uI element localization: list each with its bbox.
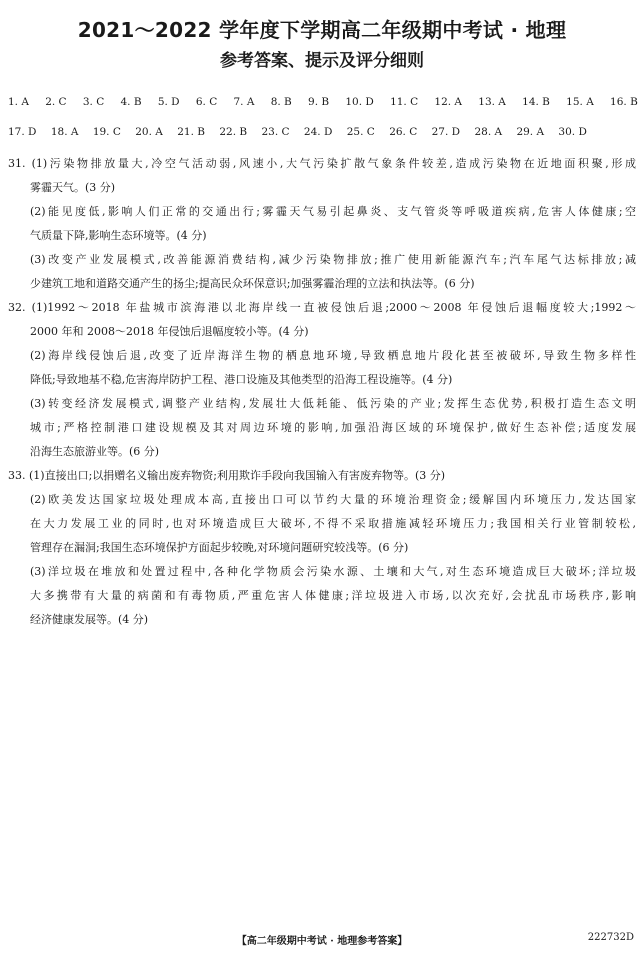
answer-line: 雾霾天气。(3 分) [30, 181, 116, 194]
choice-answer: 23. C [261, 126, 290, 138]
answer-line: 沿海生态旅游业等。(6 分) [30, 445, 160, 458]
answer-line: (3)转变经济发展模式,调整产业结构,发展壮大低耗能、低污染的产业;发挥生态优势,积极打造生态文明 [30, 397, 636, 410]
footer-code: 222732D [587, 932, 634, 943]
answer-line: 降低;导致地基不稳,危害海岸防护工程、港口设施及其他类型的沿海工程设施等。(4 分) [30, 373, 453, 386]
choice-answer: 9. B [308, 96, 330, 108]
choice-answer: 22. B [219, 126, 248, 138]
choice-answer: 3. C [82, 96, 105, 108]
answer-part [8, 488, 636, 560]
choice-answer: 24. D [303, 126, 333, 138]
answer-line: 在大力发展工业的同时,也对环境造成巨大破坏,不得不采取措施减轻环境压力;我国相关行业管制较松, [30, 517, 636, 530]
answer-line: 气质量下降,影响生态环境等。(4 分) [30, 229, 207, 242]
choice-answer: 17. D [8, 126, 37, 138]
answer-line: (2)能见度低,影响人们正常的交通出行;雾霾天气易引起鼻炎、支气管炎等呼吸道疾病,危害人体健康;空 [30, 205, 636, 218]
choice-answer: 20. A [135, 126, 163, 138]
choice-answer: 1. A [8, 96, 29, 108]
choice-answer: 25. C [346, 126, 375, 138]
choice-answer: 11. C [390, 96, 419, 108]
choice-answer: 21. B [177, 126, 205, 138]
page-footer [0, 932, 644, 948]
answer-line: 2000 年和 2008～2018 年侵蚀后退幅度较小等。(4 分) [30, 325, 309, 338]
essay-answers [8, 152, 636, 632]
choice-answer: 30. D [558, 126, 587, 138]
answer-line: 31. (1)污染物排放量大,冷空气活动弱,风速小,大气污染扩散气象条件较差,造成污染物在近地面积聚,形成 [8, 157, 636, 170]
answer-line: (3)洋垃圾在堆放和处置过程中,各种化学物质会污染水源、土壤和大气,对生态环境造成巨大破坏;洋垃圾 [30, 565, 636, 578]
choice-answer: 10. D [345, 96, 374, 108]
choice-answer: 4. B [120, 96, 142, 108]
answer-line: 大多携带有大量的病菌和有毒物质,严重危害人体健康;洋垃圾进入市场,以次充好,会扰乱市场秩序,影响 [30, 589, 636, 602]
answer-part [8, 200, 636, 248]
choice-answer: 2. C [45, 96, 67, 108]
choice-answer: 28. A [474, 126, 503, 138]
page-subtitle: 参考答案、提示及评分细则 [220, 51, 424, 71]
answer-line: (2)海岸线侵蚀后退,改变了近岸海洋生物的栖息地环境,导致栖息地片段化甚至被破坏,导致生物多样性 [30, 349, 636, 362]
answer-line: (3)改变产业发展模式,改善能源消费结构,减少污染物排放;推广使用新能源汽车;汽车尾气达标排放;减 [30, 253, 636, 266]
footer-label: 【高二年级期中考试 · 地理参考答案】 [236, 936, 408, 947]
answer-line: 城市;严格控制港口建设规模及其对周边环境的影响,加强沿海区域的环境保护,做好生态补偿;适度发展 [30, 421, 636, 434]
choice-answer: 16. B [610, 96, 638, 108]
choice-answer: 14. B [522, 96, 550, 108]
question-32 [8, 296, 636, 464]
choice-answer: 12. A [434, 96, 463, 108]
choice-answer: 13. A [478, 96, 506, 108]
answer-line: (2)欧美发达国家垃圾处理成本高,直接出口可以节约大量的环境治理资金;缓解国内环境压力,发达国家 [30, 493, 636, 506]
choice-answer: 29. A [516, 126, 545, 138]
choice-answer: 19. C [92, 126, 121, 138]
answer-part [8, 344, 636, 392]
answer-part [8, 248, 636, 296]
answer-part [8, 296, 636, 344]
choice-answer: 27. D [431, 126, 461, 138]
choice-answer: 6. C [195, 96, 218, 108]
page-title: 2021～2022 学年度下学期高二年级期中考试 · 地理 [77, 18, 567, 42]
answer-part [8, 560, 636, 632]
answer-line: 32. (1)1992～2018 年盐城市滨海港以北海岸线一直被侵蚀后退;2000～2008 年侵蚀后退幅度较大;1992～ [8, 301, 636, 314]
answer-part [8, 392, 636, 464]
choice-answers-row-1 [8, 96, 638, 108]
answer-line: 管理存在漏洞;我国生态环境保护方面起步较晚,对环境问题研究较浅等。(6 分) [30, 541, 409, 554]
answer-part [8, 152, 636, 200]
choice-answer: 8. B [270, 96, 292, 108]
answer-line: 33. (1)直接出口;以捐赠名义输出废弃物资;利用欺诈手段向我国输入有害废弃物等。(3 分) [8, 469, 446, 482]
choice-answers-row-2 [8, 126, 587, 138]
choice-answer: 5. D [157, 96, 180, 108]
choice-answer: 18. A [50, 126, 79, 138]
choice-answer: 15. A [566, 96, 594, 108]
choice-answer: 26. C [389, 126, 418, 138]
choice-answer: 7. A [233, 96, 255, 108]
question-33 [8, 464, 636, 632]
answer-line: 经济健康发展等。(4 分) [30, 613, 149, 626]
answer-line: 少建筑工地和道路交通产生的扬尘;提高民众环保意识;加强雾霾治理的立法和执法等。(6 分) [30, 277, 475, 290]
question-31 [8, 152, 636, 296]
answer-part [8, 464, 636, 488]
